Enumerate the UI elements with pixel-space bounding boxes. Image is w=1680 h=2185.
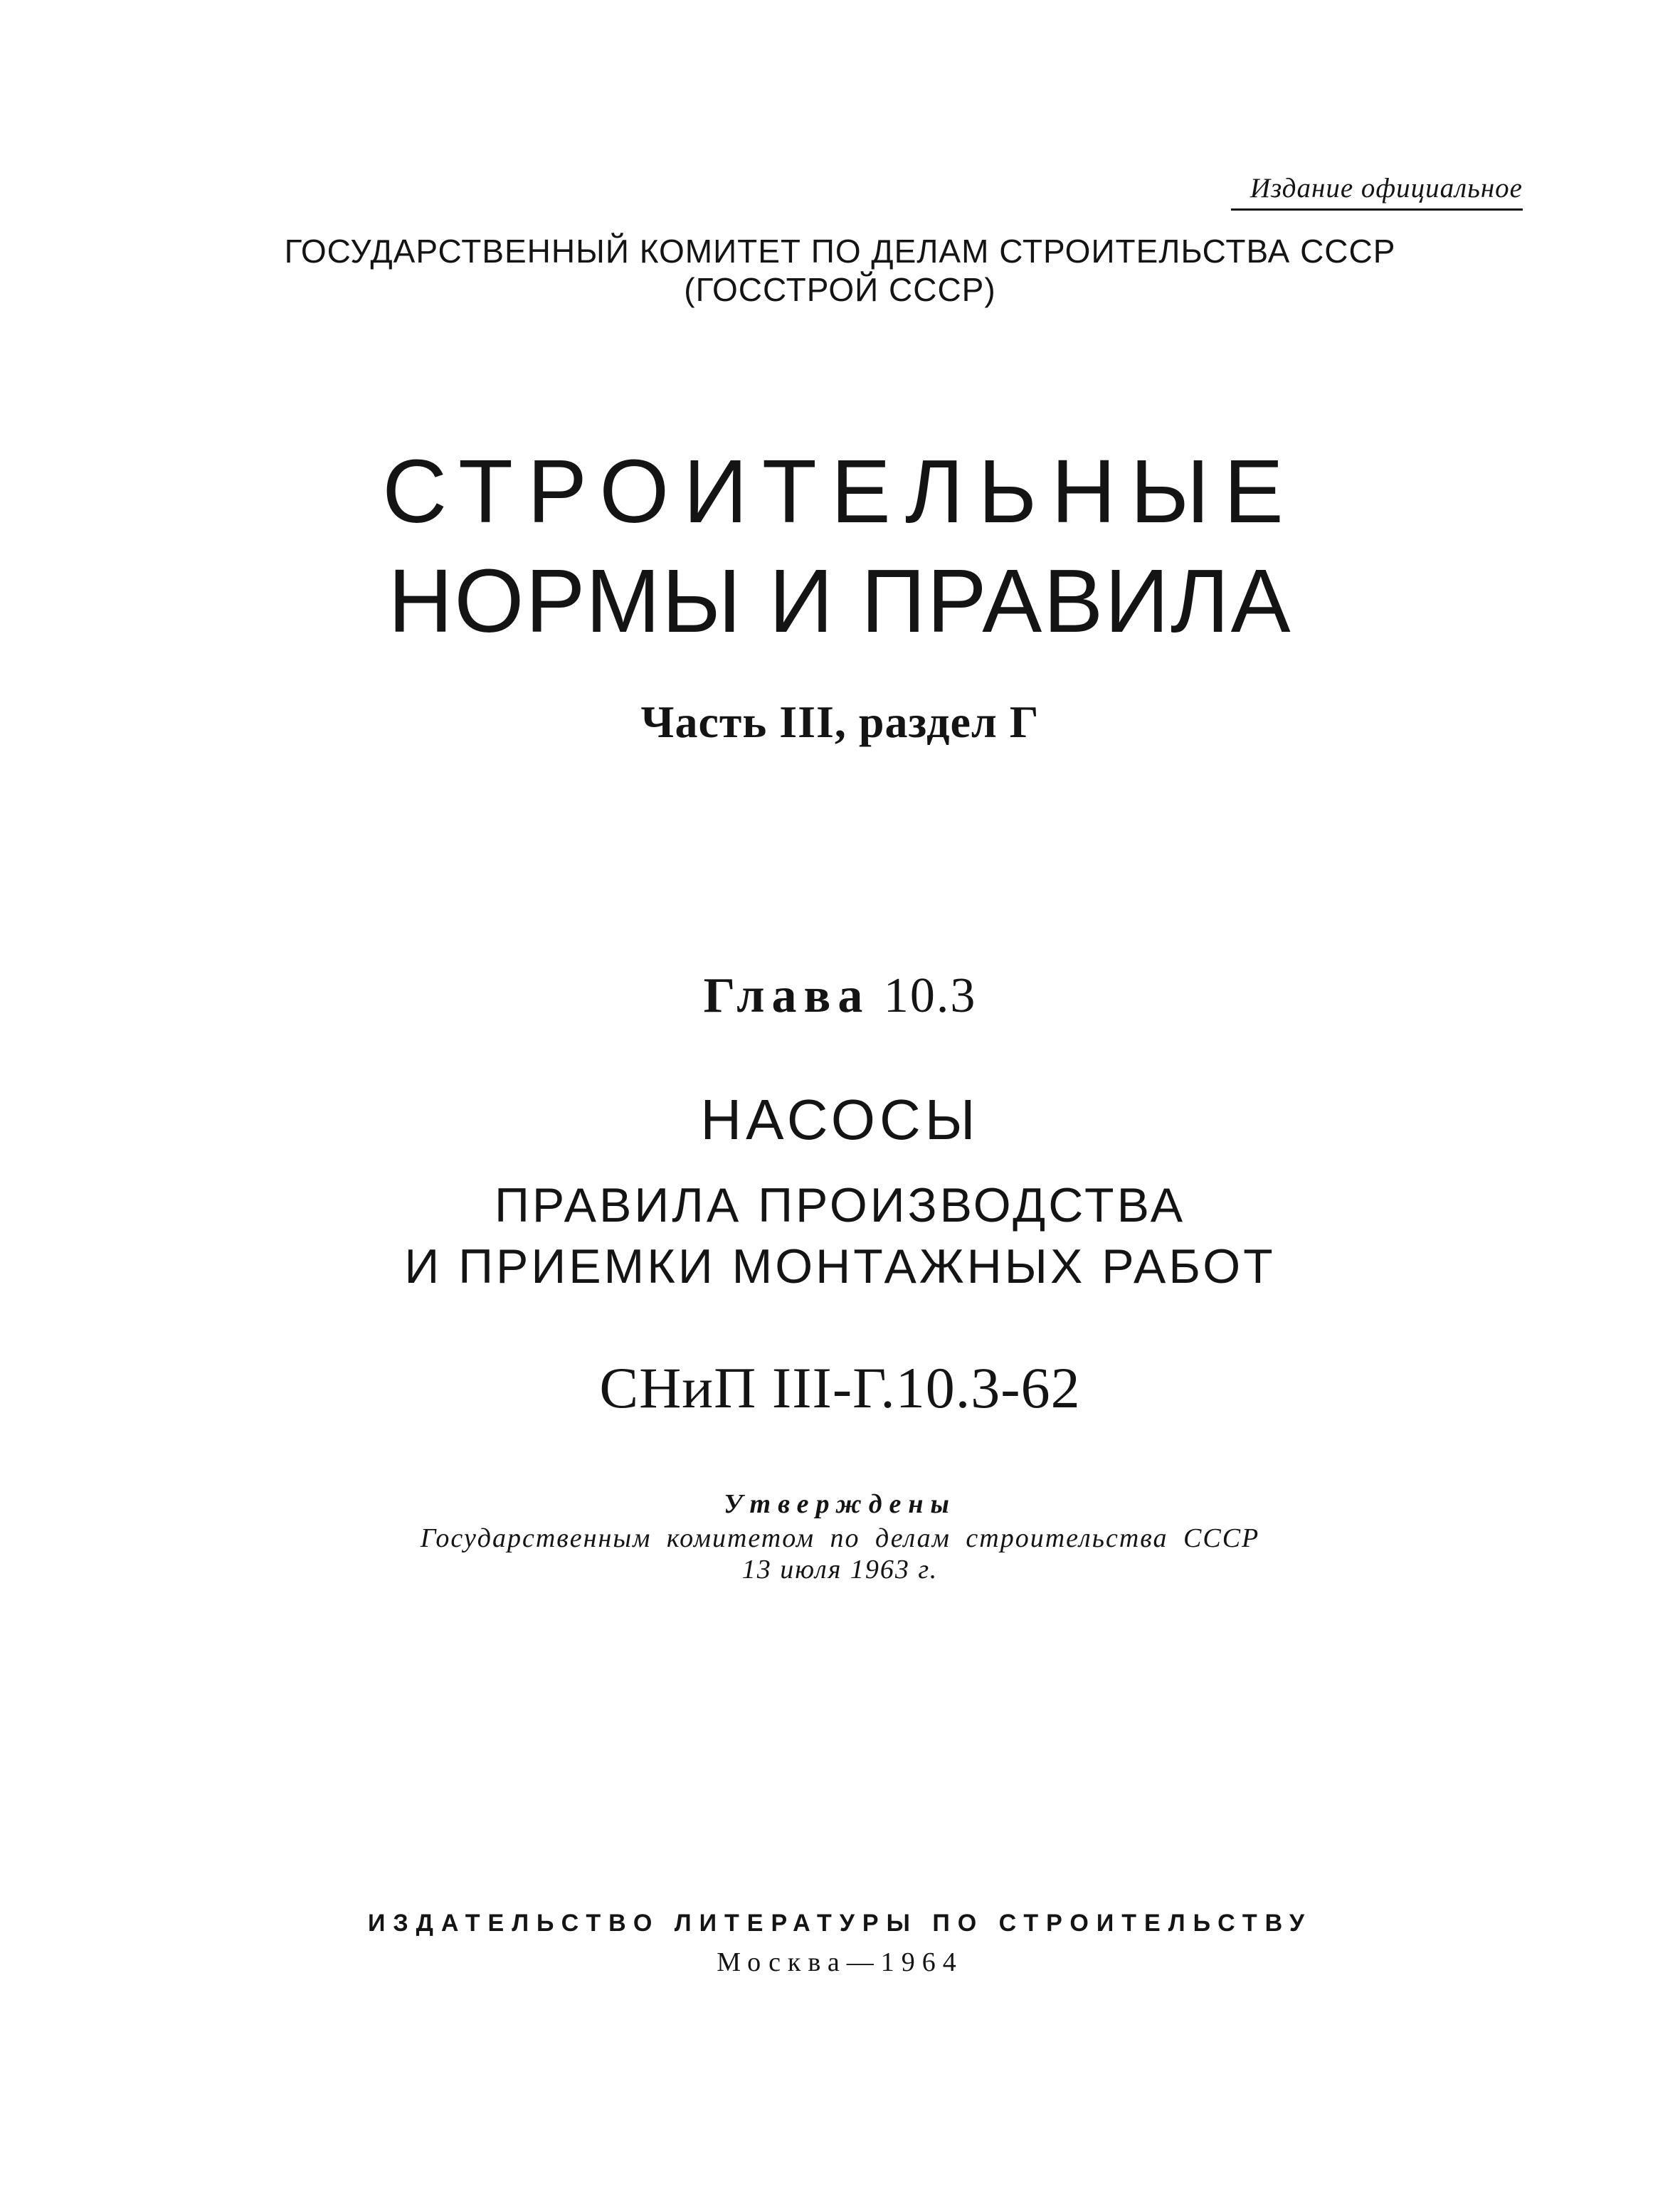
edition-note: Издание официальное: [1231, 172, 1523, 211]
chapter-heading: [0, 968, 1680, 1025]
document-title-line2: НОРМЫ И ПРАВИЛА: [388, 551, 1292, 651]
document-code: СНиП III-Г.10.3-62: [599, 1355, 1081, 1420]
chapter-subtitle-line1: ПРАВИЛА ПРОИЗВОДСТВА: [494, 1178, 1186, 1232]
chapter-name: НАСОСЫ: [700, 1088, 980, 1151]
publisher-name: ИЗДАТЕЛЬСТВО ЛИТЕРАТУРЫ ПО СТРОИТЕЛЬСТВУ: [367, 1910, 1313, 1937]
publication-city-year: Москва—1964: [717, 1947, 963, 1977]
part-section: Часть III, раздел Г: [640, 697, 1040, 747]
chapter-number: 10.3: [883, 968, 977, 1023]
approval-date: 13 июля 1963 г.: [741, 1555, 939, 1584]
approval-label: Утверждены: [724, 1489, 956, 1519]
chapter-subtitle-line2: И ПРИЕМКИ МОНТАЖНЫХ РАБОТ: [404, 1239, 1276, 1293]
committee-abbreviation: (ГОССТРОЙ СССР): [684, 271, 996, 308]
approval-authority: Государственным комитетом по делам строительства СССР: [420, 1523, 1260, 1553]
committee-name: ГОСУДАРСТВЕННЫЙ КОМИТЕТ ПО ДЕЛАМ СТРОИТЕЛЬСТВА СССР: [284, 233, 1396, 270]
chapter-label: Глава: [703, 968, 870, 1023]
document-title-line1: СТРОИТЕЛЬНЫЕ: [382, 441, 1298, 541]
